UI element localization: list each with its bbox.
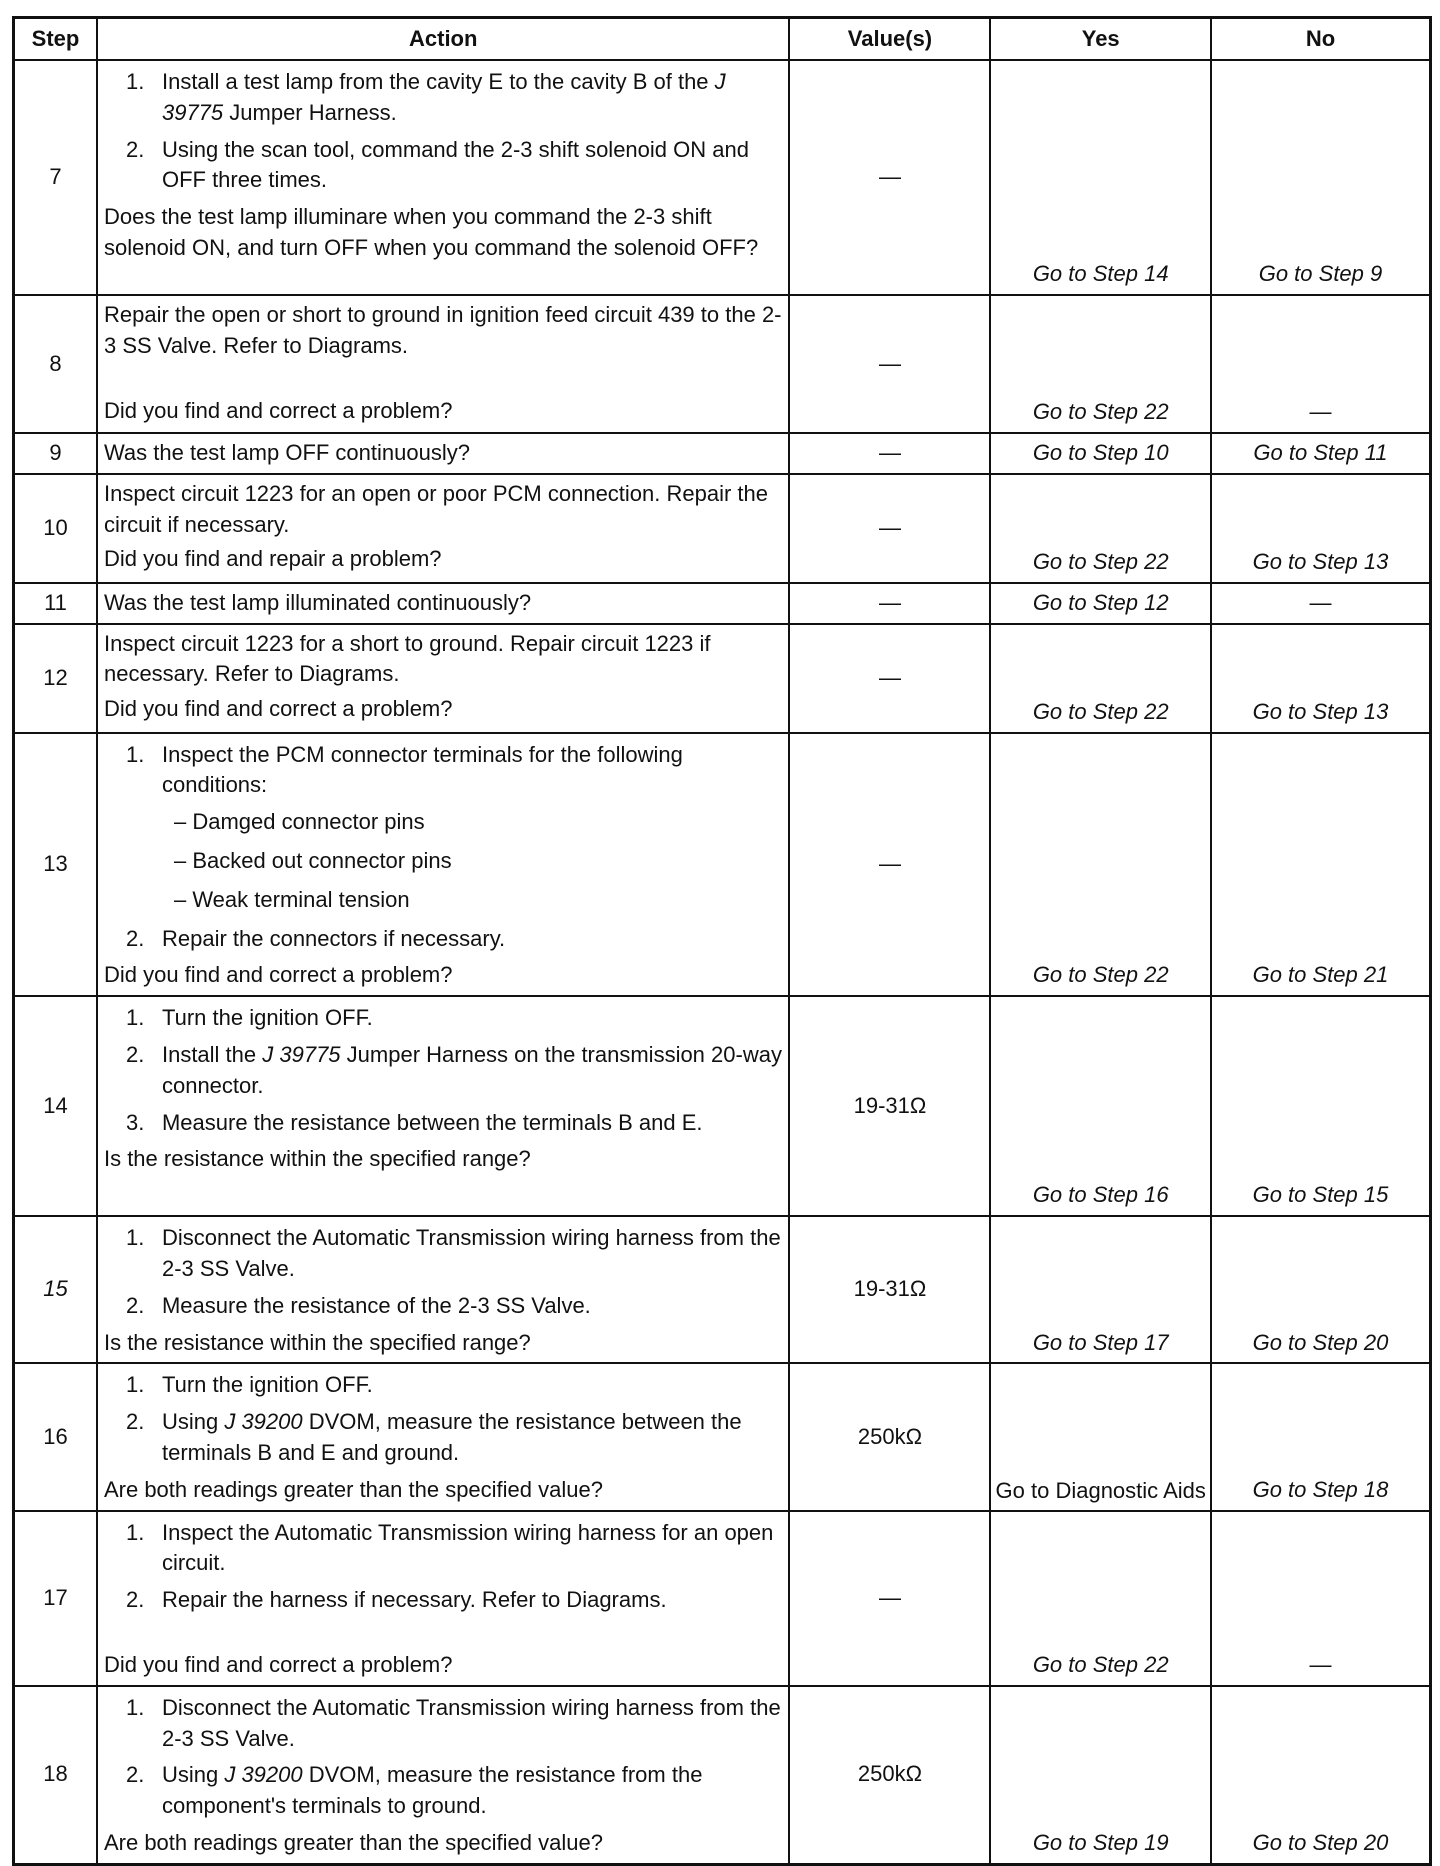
action-cell: [97, 583, 790, 624]
list-item: 1. Install a test lamp from the cavity E to the cavity B of the J 39775 Jumper Harness.: [125, 69, 726, 125]
table-row: [14, 624, 1431, 733]
no-cell: Go to Step 20: [1211, 1216, 1431, 1363]
value-cell: 250kΩ: [789, 1686, 990, 1864]
header-step: Step: [14, 18, 97, 61]
diagnostic-table: [12, 16, 1432, 1866]
question-text: Was the test lamp OFF continuously?: [103, 440, 470, 465]
step-number: 7: [14, 60, 97, 295]
step-number: 12: [14, 624, 97, 733]
action-cell: [97, 474, 790, 583]
no-cell: Go to Step 15: [1211, 996, 1431, 1216]
action-cell: [97, 433, 790, 474]
list-item: 2. Repair the harness if necessary. Refer to Diagrams.: [125, 1587, 667, 1613]
table-row: [14, 433, 1431, 474]
sub-list-item: – Weak terminal tension: [173, 886, 410, 912]
sub-list-item: – Backed out connector pins: [173, 847, 452, 873]
list-item: 1. Disconnect the Automatic Transmission wiring harness from the 2-3 SS Valve.: [125, 1225, 781, 1281]
yes-cell: Go to Step 22: [990, 624, 1211, 733]
list-item: 1. Inspect the PCM connector terminals for the following conditions:: [125, 741, 683, 798]
list-item: 3. Measure the resistance between the terminals B and E.: [125, 1109, 703, 1135]
yes-cell: Go to Step 22: [990, 733, 1211, 997]
question-text: Did you find and correct a problem?: [103, 962, 453, 988]
action-cell: [97, 1216, 790, 1363]
yes-cell: Go to Step 17: [990, 1216, 1211, 1363]
yes-cell: Go to Step 16: [990, 996, 1211, 1216]
header-values: Value(s): [789, 18, 990, 61]
yes-cell: Go to Step 14: [990, 60, 1211, 295]
yes-cell: Go to Step 12: [990, 583, 1211, 624]
action-cell: [97, 295, 790, 433]
yes-cell: Go to Step 22: [990, 474, 1211, 583]
question-text: Did you find and repair a problem?: [103, 546, 442, 572]
action-cell: [97, 1363, 790, 1510]
no-cell: Go to Step 20: [1211, 1686, 1431, 1864]
question-text: Are both readings greater than the specified value?: [103, 1829, 603, 1855]
step-number: 8: [14, 295, 97, 433]
value-cell: —: [789, 295, 990, 433]
step-number: 18: [14, 1686, 97, 1864]
header-row: [14, 18, 1431, 61]
no-cell: —: [1211, 295, 1431, 433]
step-number: 17: [14, 1511, 97, 1686]
value-cell: —: [789, 624, 990, 733]
step-number: 15: [14, 1216, 97, 1363]
no-cell: Go to Step 13: [1211, 474, 1431, 583]
no-cell: Go to Step 11: [1211, 433, 1431, 474]
action-cell: [97, 624, 790, 733]
table-row: [14, 1363, 1431, 1510]
action-text: Repair the open or short to ground in ignition feed circuit 439 to the 2-3 SS Valve. Refer to Diagrams.: [103, 302, 782, 358]
sub-list-item: – Damged connector pins: [173, 809, 425, 835]
table-row: [14, 996, 1431, 1216]
diagnostic-table-sheet: [12, 16, 1432, 1866]
step-number: 13: [14, 733, 97, 997]
value-cell: —: [789, 474, 990, 583]
step-number: 14: [14, 996, 97, 1216]
question-text: Is the resistance within the specified range?: [103, 1146, 531, 1172]
step-number: 10: [14, 474, 97, 583]
yes-cell: Go to Step 22: [990, 295, 1211, 433]
table-row: [14, 1216, 1431, 1363]
yes-cell: Go to Step 10: [990, 433, 1211, 474]
action-cell: [97, 733, 790, 997]
value-cell: —: [789, 1511, 990, 1686]
list-item: 2. Using the scan tool, command the 2-3 shift solenoid ON and OFF three times.: [125, 136, 749, 193]
yes-cell: Go to Diagnostic Aids: [990, 1363, 1211, 1510]
value-cell: 19-31Ω: [789, 1216, 990, 1363]
value-cell: 19-31Ω: [789, 996, 990, 1216]
value-cell: —: [789, 733, 990, 997]
no-cell: —: [1211, 1511, 1431, 1686]
question-text: Was the test lamp illuminated continuously?: [103, 589, 532, 615]
list-item: 2. Repair the connectors if necessary.: [125, 925, 506, 951]
no-cell: —: [1211, 583, 1431, 624]
table-row: [14, 60, 1431, 295]
list-item: 1. Turn the ignition OFF.: [125, 1372, 373, 1398]
action-cell: [97, 1511, 790, 1686]
header-no: No: [1211, 18, 1431, 61]
action-text: Inspect circuit 1223 for an open or poor PCM connection. Repair the circuit if necessary.: [103, 480, 769, 537]
list-item: 1. Turn the ignition OFF.: [125, 1005, 373, 1031]
no-cell: Go to Step 13: [1211, 624, 1431, 733]
question-text: Are both readings greater than the specified value?: [103, 1476, 603, 1502]
list-item: 2. Using J 39200 DVOM, measure the resistance between the terminals B and E and ground.: [125, 1409, 742, 1465]
yes-cell: Go to Step 19: [990, 1686, 1211, 1864]
table-row: [14, 583, 1431, 624]
step-number: 11: [14, 583, 97, 624]
value-cell: —: [789, 583, 990, 624]
table-row: [14, 474, 1431, 583]
no-cell: Go to Step 18: [1211, 1363, 1431, 1510]
list-item: 2. Install the J 39775 Jumper Harness on the transmission 20-way connector.: [125, 1041, 782, 1098]
step-number: 9: [14, 433, 97, 474]
list-item: 2. Using J 39200 DVOM, measure the resistance from the component's terminals to ground.: [125, 1762, 703, 1819]
header-action: Action: [97, 18, 790, 61]
value-cell: —: [789, 60, 990, 295]
table-row: [14, 1511, 1431, 1686]
list-item: 1. Disconnect the Automatic Transmission wiring harness from the 2-3 SS Valve.: [125, 1694, 781, 1751]
table-row: [14, 733, 1431, 997]
list-item: 2. Measure the resistance of the 2-3 SS Valve.: [125, 1292, 591, 1318]
action-cell: [97, 996, 790, 1216]
table-row: [14, 295, 1431, 433]
no-cell: Go to Step 21: [1211, 733, 1431, 997]
question-text: Did you find and correct a problem?: [103, 1651, 453, 1677]
yes-cell: Go to Step 22: [990, 1511, 1211, 1686]
value-cell: 250kΩ: [789, 1363, 990, 1510]
action-cell: [97, 60, 790, 295]
action-cell: [97, 1686, 790, 1864]
question-text: Did you find and correct a problem?: [103, 397, 453, 423]
no-cell: Go to Step 9: [1211, 60, 1431, 295]
value-cell: —: [789, 433, 990, 474]
question-text: Does the test lamp illuminare when you command the 2-3 shift solenoid ON, and turn OFF when you command the solenoid OFF?: [103, 204, 759, 260]
question-text: Did you find and correct a problem?: [103, 696, 453, 722]
list-item: 1. Inspect the Automatic Transmission wiring harness for an open circuit.: [125, 1519, 774, 1576]
question-text: Is the resistance within the specified range?: [103, 1329, 531, 1355]
header-yes: Yes: [990, 18, 1211, 61]
step-number: 16: [14, 1363, 97, 1510]
table-row: [14, 1686, 1431, 1864]
action-text: Inspect circuit 1223 for a short to ground. Repair circuit 1223 if necessary. Refer to Diagrams.: [103, 630, 711, 687]
